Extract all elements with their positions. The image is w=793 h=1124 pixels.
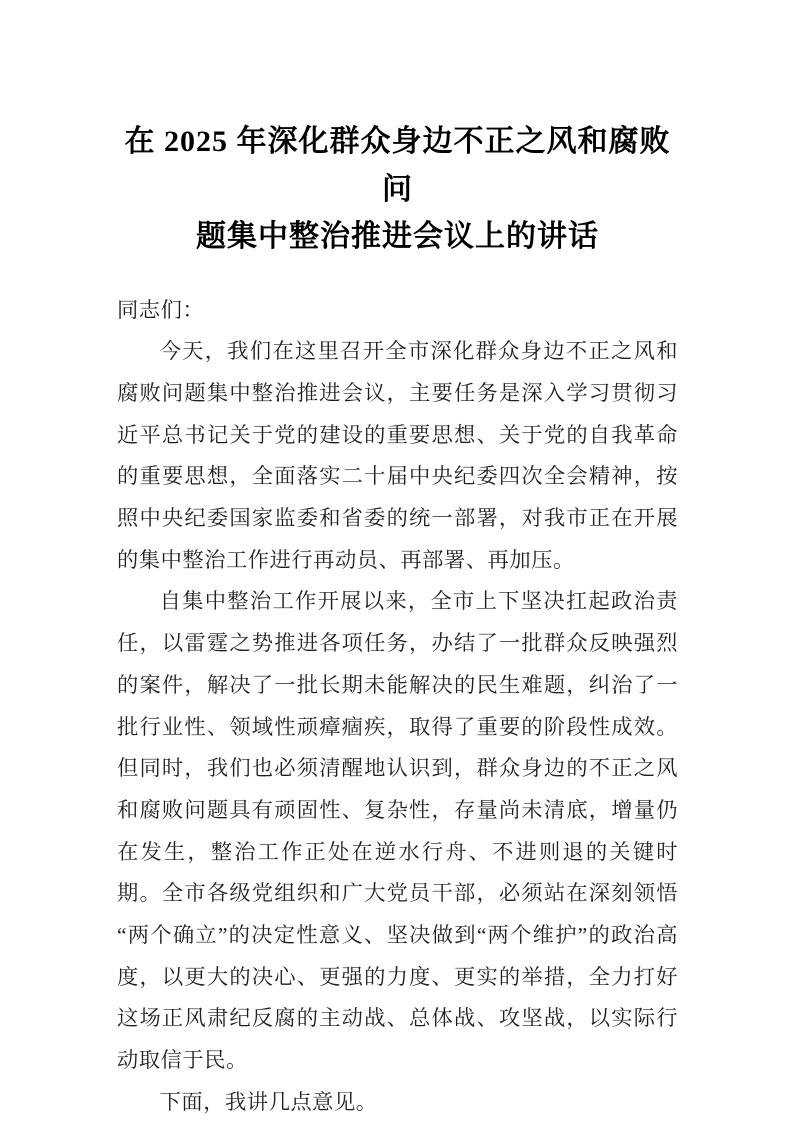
paragraph-2: 自集中整治工作开展以来，全市上下坚决扛起政治责任，以雷霆之势推进各项任务，办结了一批群众反映强烈的案件，解决了一批长期未能解决的民生难题，纠治了一批行业性、领域性顽瘴痼疾，取得了重要的阶段性成效。但同时，我们也必须清醒地认识到，群众身边的不正之风和腐败问题具有顽固性、复杂性，存量尚未清底，增量仍在发生，整治工作正处在逆水行舟、不进则退的关键时期。全市各级党组织和广大党员干部，必须站在深刻领悟“两个确立”的决定性意义、坚决做到“两个维护”的政治高度，以更大的决心、更强的力度、更实的举措，全力打好这场正风肃纪反腐的主动战、总体战、攻坚战，以实际行动取信于民。: [117, 589, 678, 1073]
document-body: [117, 290, 678, 1124]
title-line-2: 题集中整治推进会议上的讲话: [196, 220, 599, 253]
salutation: 同志们：: [117, 297, 205, 322]
title-line-1: 在 2025 年深化群众身边不正之风和腐败问: [124, 125, 671, 206]
document-title: [117, 118, 678, 261]
paragraph-1: 今天，我们在这里召开全市深化群众身边不正之风和腐败问题集中整治推进会议，主要任务是深入学习贯彻习近平总书记关于党的建设的重要思想、关于党的自我革命的重要思想，全面落实二十届中央纪委四次全会精神，按照中央纪委国家监委和省委的统一部署，对我市正在开展的集中整治工作进行再动员、再部署、再加压。: [117, 339, 678, 572]
paragraph-3: 下面，我讲几点意见。: [159, 1089, 378, 1114]
